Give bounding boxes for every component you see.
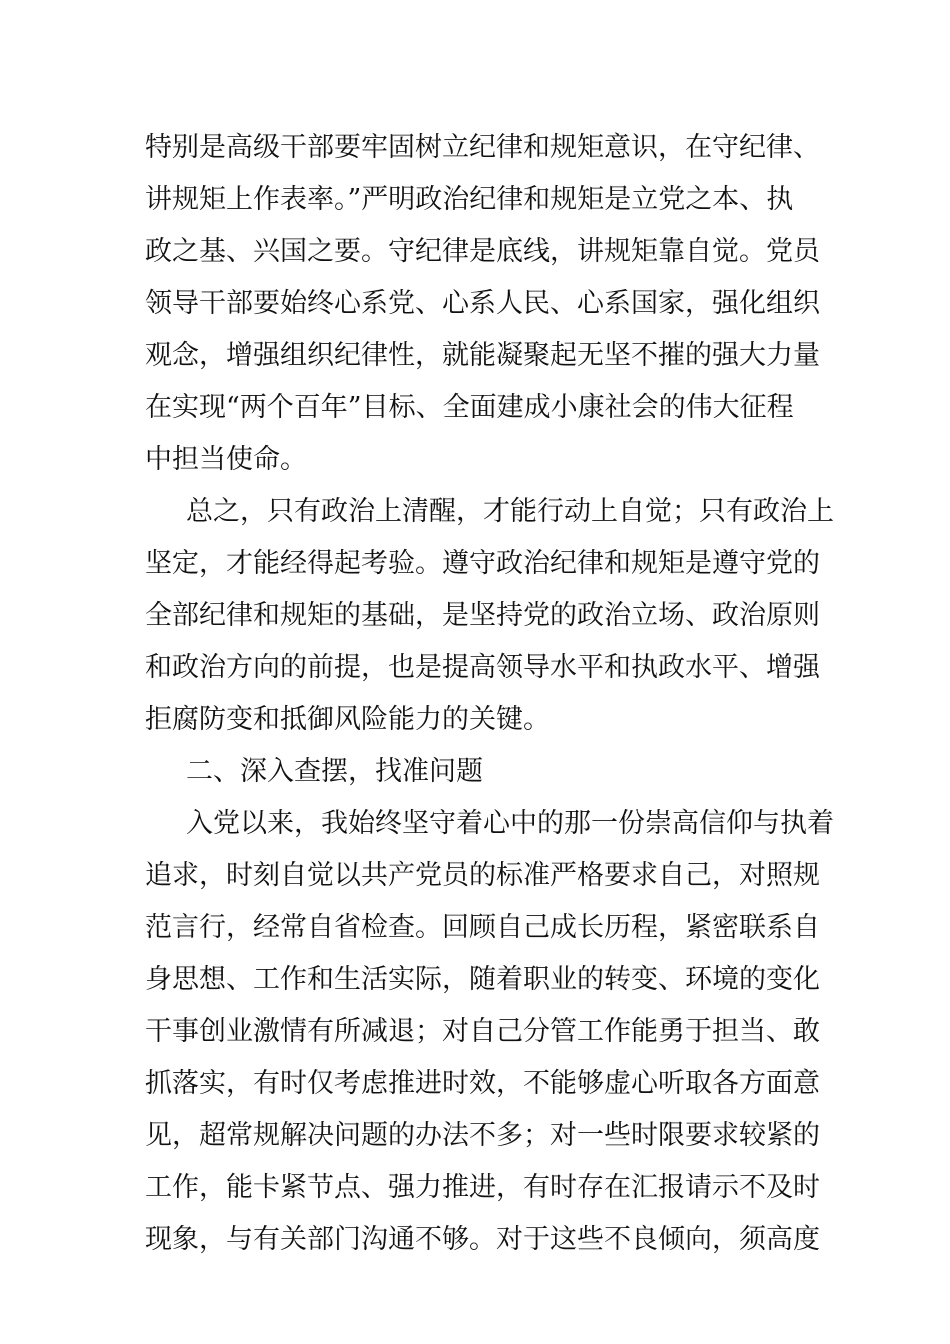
section-heading: 二、深入查摆，找准问题	[186, 756, 483, 787]
text-line: 领导干部要始终心系党、心系人民、心系国家，强化组织	[145, 288, 820, 319]
paragraph-start-line: 入党以来，我始终坚守着心中的那一份崇高信仰与执着	[186, 808, 834, 839]
text-line: 拒腐防变和抵御风险能力的关键。	[145, 704, 550, 735]
text-line: 全部纪律和规矩的基础，是坚持党的政治立场、政治原则	[145, 600, 820, 631]
text-line: 和政治方向的前提，也是提高领导水平和执政水平、增强	[145, 652, 820, 683]
text-line: 在实现“两个百年”目标、全面建成小康社会的伟大征程	[145, 392, 794, 423]
text-line: 工作，能卡紧节点、强力推进，有时存在汇报请示不及时	[145, 1172, 820, 1203]
text-line: 干事创业激情有所减退；对自己分管工作能勇于担当、敢	[145, 1016, 820, 1047]
paragraph-start-line: 总之，只有政治上清醒，才能行动上自觉；只有政治上	[186, 496, 834, 527]
text-line: 身思想、工作和生活实际，随着职业的转变、环境的变化	[145, 964, 820, 995]
text-line: 范言行，经常自省检查。回顾自己成长历程，紧密联系自	[145, 912, 820, 943]
text-line: 中担当使命。	[145, 444, 307, 475]
text-line: 讲规矩上作表率。”严明政治纪律和规矩是立党之本、执	[145, 184, 794, 215]
text-line: 观念，增强组织纪律性，就能凝聚起无坚不摧的强大力量	[145, 340, 820, 371]
text-line: 特别是高级干部要牢固树立纪律和规矩意识，在守纪律、	[145, 132, 820, 163]
text-line: 见，超常规解决问题的办法不多；对一些时限要求较紧的	[145, 1120, 820, 1151]
text-line: 现象，与有关部门沟通不够。对于这些不良倾向，须高度	[145, 1224, 820, 1255]
text-line: 抓落实，有时仅考虑推进时效，不能够虚心听取各方面意	[145, 1068, 820, 1099]
text-line: 追求，时刻自觉以共产党员的标准严格要求自己，对照规	[145, 860, 820, 891]
text-line: 政之基、兴国之要。守纪律是底线，讲规矩靠自觉。党员	[145, 236, 820, 267]
text-line: 坚定，才能经得起考验。遵守政治纪律和规矩是遵守党的	[145, 548, 820, 579]
